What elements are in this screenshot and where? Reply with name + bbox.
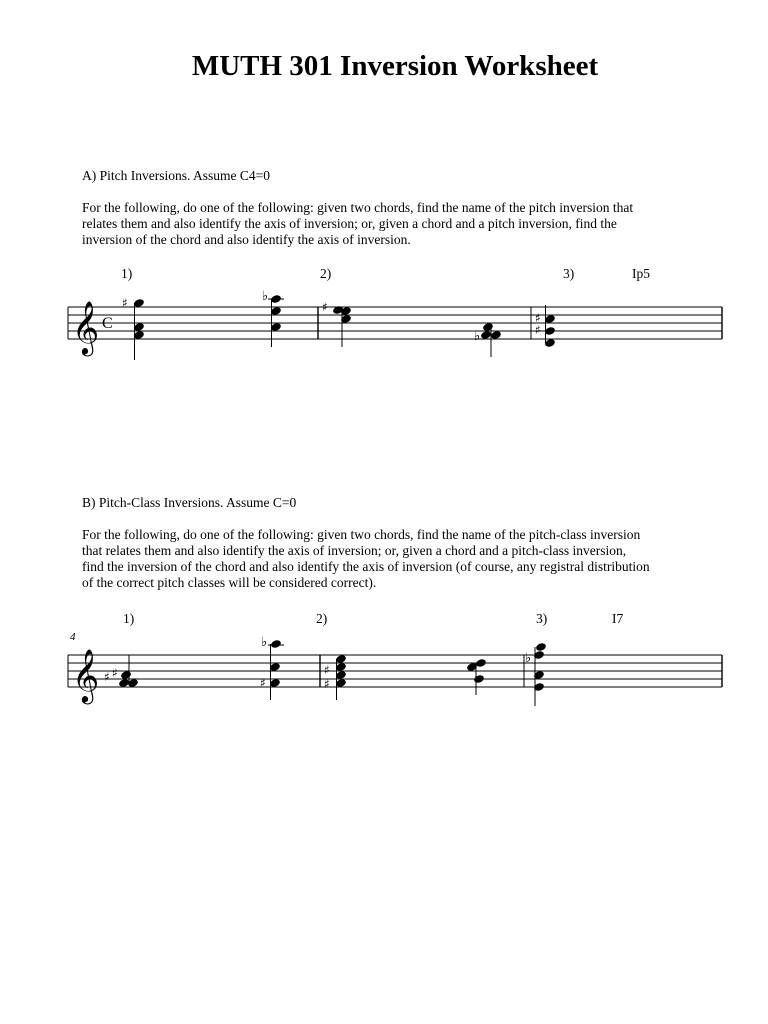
sharp-icon: ♯ bbox=[122, 296, 128, 310]
sharp-icon: ♯ bbox=[535, 311, 541, 325]
sharp-icon: ♯ bbox=[260, 676, 266, 690]
instruction-line: For the following, do one of the following: given two chords, find the name of the pitch-class inversion bbox=[82, 527, 641, 542]
instruction-line: of the correct pitch classes will be considered correct). bbox=[82, 575, 377, 590]
sharp-icon: ♯ bbox=[324, 677, 330, 691]
instruction-line: relates them and also identify the axis of inversion; or, given a chord and a pitch inversion, find the bbox=[82, 216, 617, 231]
problem-a3-label: 3) bbox=[563, 266, 575, 281]
chord-b3 bbox=[324, 654, 347, 700]
instruction-line: that relates them and also identify the axis of inversion; or, given a chord and a pitch-class inversion, bbox=[82, 543, 627, 558]
notehead bbox=[120, 670, 132, 680]
treble-clef-icon: 𝄞 bbox=[72, 300, 100, 354]
instruction-line: inversion of the chord and also identify the axis of inversion. bbox=[82, 232, 411, 247]
measure-number: 4 bbox=[70, 631, 76, 643]
sharp-icon: ♯ bbox=[104, 670, 110, 684]
sharp-icon: ♯ bbox=[324, 663, 330, 677]
treble-clef-icon: 𝄞 bbox=[72, 648, 100, 702]
notehead bbox=[473, 674, 485, 684]
problem-b2-label: 2) bbox=[316, 611, 328, 626]
flat-icon: ♭ bbox=[261, 635, 268, 650]
problem-a1-label: 1) bbox=[121, 266, 133, 281]
problem-b3-label: 3) bbox=[536, 611, 548, 626]
instruction-line: For the following, do one of the following: given two chords, find the name of the pitch inversion that bbox=[82, 200, 634, 215]
worksheet-title: MUTH 301 Inversion Worksheet bbox=[191, 50, 599, 82]
sharp-icon: ♯ bbox=[322, 300, 328, 314]
sharp-icon: ♯ bbox=[112, 666, 118, 680]
flat-icon: ♭ bbox=[525, 651, 532, 666]
notehead bbox=[475, 658, 487, 668]
notehead bbox=[535, 642, 547, 652]
chord-b5 bbox=[525, 642, 547, 706]
notehead bbox=[118, 678, 130, 688]
problem-b1-label: 1) bbox=[123, 611, 135, 626]
flat-icon: ♭ bbox=[262, 289, 269, 304]
chord-b4 bbox=[466, 658, 487, 695]
sharp-icon: ♯ bbox=[535, 323, 541, 337]
problem-a3-operation: Ip5 bbox=[632, 266, 650, 281]
chord-b2 bbox=[260, 635, 284, 700]
common-time-icon: C bbox=[102, 315, 113, 332]
notehead bbox=[270, 639, 282, 649]
problem-b3-operation: I7 bbox=[612, 611, 624, 626]
staff-lines bbox=[68, 655, 722, 687]
section-a-heading: A) Pitch Inversions. Assume C4=0 bbox=[82, 168, 270, 183]
section-b-heading: B) Pitch-Class Inversions. Assume C=0 bbox=[82, 495, 297, 510]
flat-icon: ♭ bbox=[474, 329, 481, 344]
instruction-line: find the inversion of the chord and also identify the axis of inversion (of course, any registral distribution bbox=[82, 559, 650, 574]
problem-a2-label: 2) bbox=[320, 266, 332, 281]
